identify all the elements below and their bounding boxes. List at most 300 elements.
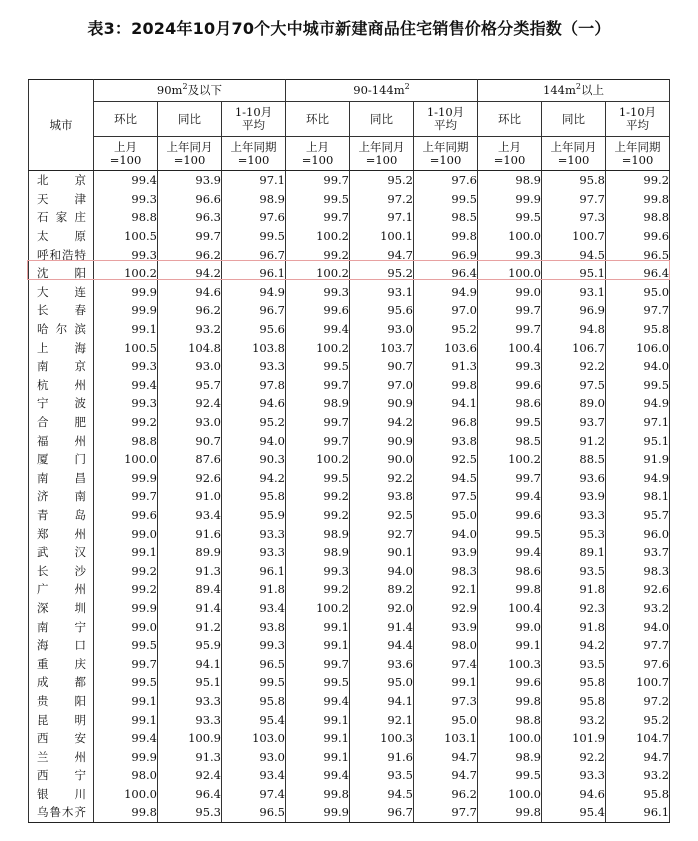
city-cell: 成都	[29, 673, 94, 692]
value-cell: 99.6	[286, 301, 350, 320]
value-cell: 98.8	[94, 431, 158, 450]
value-cell: 95.8	[542, 673, 606, 692]
value-cell: 95.6	[350, 301, 414, 320]
value-cell: 99.1	[286, 710, 350, 729]
value-cell: 96.4	[606, 264, 670, 283]
value-cell: 99.7	[286, 413, 350, 432]
value-cell: 100.5	[94, 338, 158, 357]
city-cell: 兰州	[29, 747, 94, 766]
table-row	[29, 803, 670, 822]
value-cell: 99.5	[286, 469, 350, 488]
value-cell: 99.8	[478, 580, 542, 599]
table-row	[29, 654, 670, 673]
base-header: 上年同期 =100	[606, 137, 670, 171]
value-cell: 99.0	[478, 283, 542, 302]
value-cell: 94.2	[222, 469, 286, 488]
table-row	[29, 617, 670, 636]
value-cell: 91.3	[158, 561, 222, 580]
value-cell: 99.2	[94, 561, 158, 580]
base-header: 上年同月 =100	[350, 137, 414, 171]
value-cell: 98.6	[478, 394, 542, 413]
value-cell: 93.5	[350, 766, 414, 785]
sub-header: 环比	[478, 102, 542, 137]
value-cell: 99.8	[478, 803, 542, 822]
value-cell: 99.7	[286, 376, 350, 395]
value-cell: 91.8	[542, 580, 606, 599]
value-cell: 95.0	[606, 283, 670, 302]
value-cell: 94.9	[606, 394, 670, 413]
city-cell: 厦门	[29, 450, 94, 469]
value-cell: 91.8	[542, 617, 606, 636]
value-cell: 96.8	[414, 413, 478, 432]
value-cell: 92.6	[158, 469, 222, 488]
value-cell: 96.9	[542, 301, 606, 320]
value-cell: 99.9	[94, 747, 158, 766]
value-cell: 94.7	[414, 747, 478, 766]
value-cell: 96.4	[414, 264, 478, 283]
value-cell: 95.0	[414, 710, 478, 729]
value-cell: 99.5	[606, 376, 670, 395]
value-cell: 94.2	[158, 264, 222, 283]
value-cell: 98.3	[606, 561, 670, 580]
table-row	[29, 487, 670, 506]
value-cell: 97.5	[414, 487, 478, 506]
value-cell: 93.6	[350, 654, 414, 673]
value-cell: 99.7	[478, 320, 542, 339]
table-row	[29, 171, 670, 190]
value-cell: 99.7	[286, 171, 350, 190]
value-cell: 99.1	[286, 729, 350, 748]
value-cell: 93.1	[350, 283, 414, 302]
value-cell: 93.2	[606, 766, 670, 785]
group-header: $90m^2$及以下	[94, 80, 286, 102]
value-cell: 94.5	[414, 469, 478, 488]
value-cell: 98.0	[414, 636, 478, 655]
value-cell: 98.5	[478, 431, 542, 450]
city-cell: 重庆	[29, 654, 94, 673]
value-cell: 93.9	[542, 487, 606, 506]
value-cell: 94.9	[222, 283, 286, 302]
value-cell: 92.2	[542, 357, 606, 376]
city-cell: 广州	[29, 580, 94, 599]
value-cell: 99.6	[478, 673, 542, 692]
value-cell: 94.1	[350, 692, 414, 711]
value-cell: 97.7	[542, 190, 606, 209]
value-cell: 98.3	[414, 561, 478, 580]
city-cell: 昆明	[29, 710, 94, 729]
value-cell: 99.7	[158, 227, 222, 246]
value-cell: 99.7	[286, 208, 350, 227]
value-cell: 96.5	[222, 803, 286, 822]
value-cell: 96.7	[350, 803, 414, 822]
value-cell: 99.3	[94, 245, 158, 264]
value-cell: 89.4	[158, 580, 222, 599]
table-row	[29, 245, 670, 264]
value-cell: 94.6	[158, 283, 222, 302]
value-cell: 95.2	[350, 171, 414, 190]
value-cell: 94.6	[222, 394, 286, 413]
value-cell: 99.2	[94, 413, 158, 432]
value-cell: 99.2	[286, 506, 350, 525]
city-cell: 济南	[29, 487, 94, 506]
value-cell: 97.2	[606, 692, 670, 711]
value-cell: 96.2	[158, 245, 222, 264]
value-cell: 97.7	[606, 301, 670, 320]
value-cell: 93.7	[606, 543, 670, 562]
value-cell: 94.5	[350, 785, 414, 804]
value-cell: 100.4	[478, 338, 542, 357]
sub-header: 同比	[158, 102, 222, 137]
value-cell: 93.5	[542, 654, 606, 673]
value-cell: 93.8	[350, 487, 414, 506]
city-cell: 西宁	[29, 766, 94, 785]
value-cell: 90.7	[350, 357, 414, 376]
value-cell: 100.2	[478, 450, 542, 469]
value-cell: 93.3	[158, 710, 222, 729]
value-cell: 95.0	[414, 506, 478, 525]
table-row	[29, 338, 670, 357]
value-cell: 94.7	[414, 766, 478, 785]
value-cell: 95.7	[158, 376, 222, 395]
group-header: $144m^2$以上	[478, 80, 670, 102]
value-cell: 91.3	[414, 357, 478, 376]
value-cell: 99.4	[478, 487, 542, 506]
value-cell: 93.7	[542, 413, 606, 432]
value-cell: 99.5	[478, 208, 542, 227]
group-header-label: 90-144m	[353, 83, 405, 97]
value-cell: 100.2	[94, 264, 158, 283]
value-cell: 95.8	[222, 692, 286, 711]
table-row	[29, 376, 670, 395]
value-cell: 95.1	[606, 431, 670, 450]
value-cell: 98.8	[94, 208, 158, 227]
value-cell: 91.4	[158, 599, 222, 618]
value-cell: 99.5	[222, 673, 286, 692]
table-row	[29, 320, 670, 339]
value-cell: 99.9	[94, 469, 158, 488]
value-cell: 93.0	[158, 413, 222, 432]
value-cell: 104.7	[606, 729, 670, 748]
value-cell: 99.2	[286, 245, 350, 264]
value-cell: 93.3	[542, 506, 606, 525]
value-cell: 96.2	[414, 785, 478, 804]
value-cell: 97.3	[542, 208, 606, 227]
value-cell: 93.8	[414, 431, 478, 450]
value-cell: 99.5	[94, 673, 158, 692]
value-cell: 99.7	[478, 469, 542, 488]
base-header: 上月 =100	[478, 137, 542, 171]
value-cell: 87.6	[158, 450, 222, 469]
value-cell: 95.1	[158, 673, 222, 692]
value-cell: 98.9	[222, 190, 286, 209]
city-cell: 天津	[29, 190, 94, 209]
value-cell: 93.3	[158, 692, 222, 711]
value-cell: 99.2	[606, 171, 670, 190]
value-cell: 99.1	[286, 747, 350, 766]
value-cell: 90.1	[350, 543, 414, 562]
value-cell: 99.5	[286, 673, 350, 692]
value-cell: 99.8	[286, 785, 350, 804]
value-cell: 97.6	[222, 208, 286, 227]
value-cell: 99.7	[286, 431, 350, 450]
value-cell: 95.4	[542, 803, 606, 822]
value-cell: 96.1	[606, 803, 670, 822]
value-cell: 90.0	[350, 450, 414, 469]
value-cell: 98.1	[606, 487, 670, 506]
value-cell: 99.3	[222, 636, 286, 655]
value-cell: 99.1	[478, 636, 542, 655]
value-cell: 93.3	[222, 524, 286, 543]
value-cell: 94.0	[222, 431, 286, 450]
value-cell: 97.1	[222, 171, 286, 190]
table-row	[29, 599, 670, 618]
value-cell: 103.6	[414, 338, 478, 357]
city-cell: 长春	[29, 301, 94, 320]
value-cell: 103.8	[222, 338, 286, 357]
value-cell: 96.1	[222, 264, 286, 283]
value-cell: 98.9	[478, 171, 542, 190]
value-cell: 94.6	[542, 785, 606, 804]
value-cell: 91.0	[158, 487, 222, 506]
value-cell: 99.2	[286, 580, 350, 599]
value-cell: 95.3	[542, 524, 606, 543]
value-cell: 99.9	[478, 190, 542, 209]
table-row	[29, 747, 670, 766]
value-cell: 97.1	[606, 413, 670, 432]
value-cell: 99.6	[478, 376, 542, 395]
value-cell: 93.6	[542, 469, 606, 488]
city-cell: 南京	[29, 357, 94, 376]
table-row	[29, 357, 670, 376]
value-cell: 99.3	[286, 561, 350, 580]
value-cell: 94.1	[414, 394, 478, 413]
value-cell: 100.0	[478, 729, 542, 748]
table-row	[29, 394, 670, 413]
city-column-header: 城市	[29, 80, 94, 171]
value-cell: 94.0	[414, 524, 478, 543]
value-cell: 97.0	[350, 376, 414, 395]
table-row	[29, 413, 670, 432]
value-cell: 99.1	[414, 673, 478, 692]
table-row	[29, 208, 670, 227]
base-header: 上年同月 =100	[158, 137, 222, 171]
value-cell: 100.0	[478, 785, 542, 804]
value-cell: 92.0	[350, 599, 414, 618]
value-cell: 99.5	[414, 190, 478, 209]
value-cell: 99.2	[94, 580, 158, 599]
value-cell: 99.9	[94, 599, 158, 618]
value-cell: 91.8	[222, 580, 286, 599]
value-cell: 97.6	[414, 171, 478, 190]
base-header: 上月 =100	[94, 137, 158, 171]
value-cell: 92.1	[350, 710, 414, 729]
value-cell: 99.4	[286, 766, 350, 785]
group-header: $90-144m^2$	[286, 80, 478, 102]
value-cell: 94.5	[542, 245, 606, 264]
value-cell: 98.9	[286, 394, 350, 413]
value-cell: 93.0	[158, 357, 222, 376]
sub-header: 同比	[542, 102, 606, 137]
value-cell: 100.5	[94, 227, 158, 246]
value-cell: 94.9	[414, 283, 478, 302]
value-cell: 93.4	[222, 599, 286, 618]
value-cell: 99.1	[94, 320, 158, 339]
value-cell: 93.8	[222, 617, 286, 636]
city-cell: 呼和浩特	[29, 245, 94, 264]
value-cell: 99.1	[94, 543, 158, 562]
sub-header: 1-10月 平均	[606, 102, 670, 137]
value-cell: 99.4	[94, 376, 158, 395]
value-cell: 99.6	[478, 506, 542, 525]
table-row	[29, 673, 670, 692]
value-cell: 99.7	[94, 654, 158, 673]
table-row	[29, 450, 670, 469]
city-cell: 石家庄	[29, 208, 94, 227]
value-cell: 95.2	[606, 710, 670, 729]
value-cell: 97.4	[414, 654, 478, 673]
value-cell: 91.6	[158, 524, 222, 543]
value-cell: 92.2	[350, 469, 414, 488]
table-row	[29, 506, 670, 525]
value-cell: 100.2	[286, 599, 350, 618]
value-cell: 95.9	[158, 636, 222, 655]
value-cell: 100.2	[286, 338, 350, 357]
value-cell: 99.6	[606, 227, 670, 246]
city-cell: 大连	[29, 283, 94, 302]
value-cell: 93.2	[606, 599, 670, 618]
table-row	[29, 301, 670, 320]
value-cell: 92.1	[414, 580, 478, 599]
value-cell: 93.3	[222, 357, 286, 376]
value-cell: 97.4	[222, 785, 286, 804]
value-cell: 99.1	[286, 617, 350, 636]
value-cell: 94.0	[606, 357, 670, 376]
value-cell: 99.3	[478, 357, 542, 376]
value-cell: 98.5	[414, 208, 478, 227]
value-cell: 93.9	[158, 171, 222, 190]
value-cell: 99.0	[94, 617, 158, 636]
value-cell: 100.7	[606, 673, 670, 692]
value-cell: 100.2	[286, 450, 350, 469]
sub-header: 1-10月 平均	[414, 102, 478, 137]
city-cell: 乌鲁木齐	[29, 803, 94, 822]
value-cell: 95.8	[542, 171, 606, 190]
table-row	[29, 766, 670, 785]
value-cell: 99.1	[94, 710, 158, 729]
city-cell: 哈尔滨	[29, 320, 94, 339]
value-cell: 93.3	[542, 766, 606, 785]
value-cell: 99.7	[286, 654, 350, 673]
value-cell: 96.9	[414, 245, 478, 264]
value-cell: 89.1	[542, 543, 606, 562]
value-cell: 92.7	[350, 524, 414, 543]
table-row	[29, 636, 670, 655]
city-cell: 福州	[29, 431, 94, 450]
value-cell: 95.9	[222, 506, 286, 525]
value-cell: 99.3	[94, 394, 158, 413]
value-cell: 96.4	[158, 785, 222, 804]
value-cell: 92.9	[414, 599, 478, 618]
value-cell: 93.9	[414, 617, 478, 636]
value-cell: 91.2	[542, 431, 606, 450]
value-cell: 94.0	[350, 561, 414, 580]
base-header: 上月 =100	[286, 137, 350, 171]
value-cell: 94.9	[606, 469, 670, 488]
value-cell: 106.7	[542, 338, 606, 357]
value-cell: 99.8	[94, 803, 158, 822]
value-cell: 99.7	[478, 301, 542, 320]
value-cell: 96.7	[222, 301, 286, 320]
value-cell: 90.9	[350, 394, 414, 413]
value-cell: 94.2	[542, 636, 606, 655]
value-cell: 99.5	[94, 636, 158, 655]
value-cell: 89.2	[350, 580, 414, 599]
table-row	[29, 710, 670, 729]
value-cell: 96.7	[222, 245, 286, 264]
value-cell: 100.0	[94, 785, 158, 804]
value-cell: 89.9	[158, 543, 222, 562]
value-cell: 98.8	[606, 208, 670, 227]
value-cell: 88.5	[542, 450, 606, 469]
value-cell: 91.9	[606, 450, 670, 469]
value-cell: 93.2	[158, 320, 222, 339]
table-row	[29, 264, 670, 283]
value-cell: 91.6	[350, 747, 414, 766]
sub-header: 同比	[350, 102, 414, 137]
value-cell: 93.0	[350, 320, 414, 339]
value-cell: 99.5	[286, 357, 350, 376]
value-cell: 94.8	[542, 320, 606, 339]
sub-header: 环比	[286, 102, 350, 137]
value-cell: 100.0	[478, 264, 542, 283]
value-cell: 94.0	[606, 617, 670, 636]
value-cell: 90.9	[350, 431, 414, 450]
value-cell: 100.1	[350, 227, 414, 246]
value-cell: 92.4	[158, 394, 222, 413]
value-cell: 97.5	[542, 376, 606, 395]
city-cell: 武汉	[29, 543, 94, 562]
value-cell: 99.1	[286, 636, 350, 655]
table-row	[29, 785, 670, 804]
value-cell: 99.9	[94, 283, 158, 302]
value-cell: 91.4	[350, 617, 414, 636]
city-cell: 长沙	[29, 561, 94, 580]
value-cell: 96.3	[158, 208, 222, 227]
value-cell: 97.0	[414, 301, 478, 320]
value-cell: 98.9	[478, 747, 542, 766]
value-cell: 100.0	[94, 450, 158, 469]
value-cell: 92.5	[414, 450, 478, 469]
value-cell: 92.6	[606, 580, 670, 599]
value-cell: 96.6	[158, 190, 222, 209]
value-cell: 92.4	[158, 766, 222, 785]
table-row	[29, 524, 670, 543]
base-header: 上年同期 =100	[222, 137, 286, 171]
value-cell: 93.4	[222, 766, 286, 785]
value-cell: 99.5	[286, 190, 350, 209]
city-cell: 上海	[29, 338, 94, 357]
group-header-label: 144m	[543, 83, 576, 97]
value-cell: 96.1	[222, 561, 286, 580]
value-cell: 97.6	[606, 654, 670, 673]
table-row	[29, 227, 670, 246]
value-cell: 99.1	[94, 692, 158, 711]
value-cell: 96.2	[158, 301, 222, 320]
value-cell: 99.5	[478, 524, 542, 543]
value-cell: 97.3	[414, 692, 478, 711]
page-title: 表3：2024年10月70个大中城市新建商品住宅销售价格分类指数（一）	[87, 19, 611, 38]
value-cell: 99.5	[478, 766, 542, 785]
